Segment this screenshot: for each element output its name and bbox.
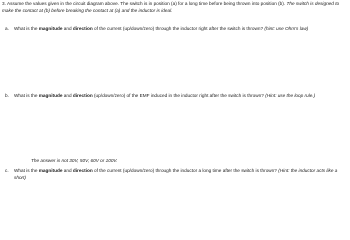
keyword-direction: direction bbox=[72, 26, 93, 31]
sub-question-text: (up/down/zero) of the EMF induced in the inductor right after the switch is thrown? bbox=[92, 93, 264, 98]
answer-note: The answer is not 30V, 50V, 60V or 100V. bbox=[31, 158, 118, 163]
sub-question-letter: c. bbox=[5, 168, 9, 173]
sub-question-text: What is the bbox=[14, 168, 39, 173]
question-number: 3. bbox=[2, 1, 6, 6]
sub-question-text: of the current (up/down/zero) through the inductor right after the switch is thrown? bbox=[92, 26, 264, 31]
hint-text: (Hint: use the loop rule.) bbox=[265, 93, 316, 98]
keyword-magnitude: magnitude bbox=[38, 93, 63, 98]
keyword-magnitude: magnitude bbox=[38, 168, 63, 173]
sub-question-a bbox=[5, 26, 342, 33]
sub-question-letter: b. bbox=[5, 93, 9, 98]
sub-question-text: and bbox=[62, 168, 73, 173]
keyword-direction: direction bbox=[72, 168, 93, 173]
hint-text: (Hint: the inductor acts like a short) bbox=[14, 168, 338, 180]
sub-question-text: of the current (up/down/zero) through the inductor a long time after the switch is thrown? bbox=[92, 168, 277, 173]
sub-question-text: What is the bbox=[14, 26, 39, 31]
keyword-magnitude: magnitude bbox=[38, 26, 63, 31]
sub-question-text: What is the bbox=[14, 93, 39, 98]
question-3-intro bbox=[2, 1, 346, 14]
sub-question-b bbox=[5, 93, 342, 100]
sub-question-letter: a. bbox=[5, 26, 9, 31]
sub-question-c bbox=[5, 168, 342, 181]
sub-question-text: and bbox=[62, 93, 73, 98]
sub-question-text: and bbox=[62, 26, 73, 31]
question-text-italic: The switch is designed to make the contact at (b) before breaking the contact at (a) and the inductor is ideal. bbox=[2, 1, 340, 13]
question-text: Assume the values given in the circuit diagram above. The switch is in position (a) for a long time before being thrown into position (b). bbox=[6, 1, 286, 6]
hint-text: (hint: use Ohm's law) bbox=[264, 26, 309, 31]
keyword-direction: direction bbox=[72, 93, 93, 98]
